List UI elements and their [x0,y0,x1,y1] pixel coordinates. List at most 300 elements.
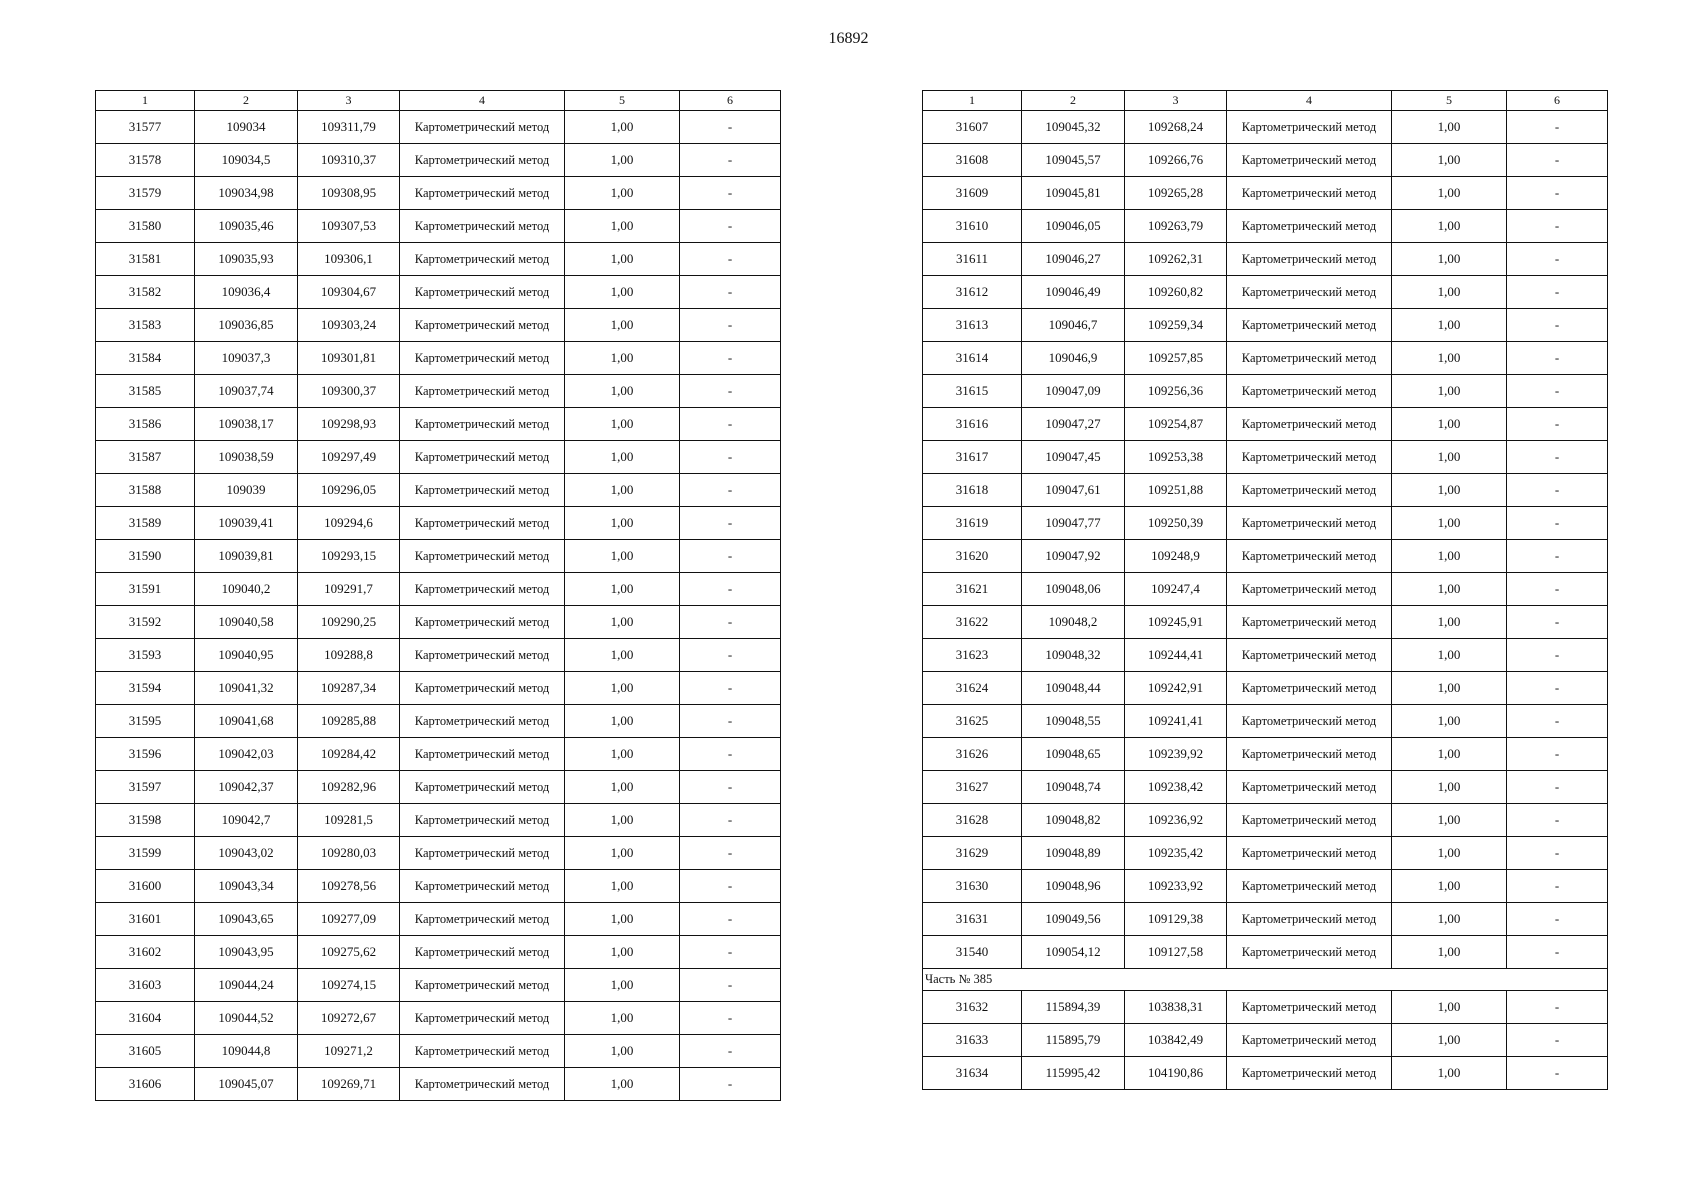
table-row [923,1024,1608,1057]
note-cell: - [680,375,781,408]
note-cell: - [680,969,781,1002]
method-cell: Картометрический метод [1227,243,1392,276]
method-cell: Картометрический метод [400,408,565,441]
method-cell: Картометрический метод [1227,804,1392,837]
method-cell: Картометрический метод [400,837,565,870]
accuracy-cell: 1,00 [565,177,680,210]
y-coordinate-cell: 109250,39 [1125,507,1227,540]
point-number-cell: 31634 [923,1057,1022,1090]
y-coordinate-cell: 109245,91 [1125,606,1227,639]
note-cell: - [680,309,781,342]
accuracy-cell: 1,00 [565,969,680,1002]
x-coordinate-cell: 109039,81 [195,540,298,573]
accuracy-cell: 1,00 [1392,408,1507,441]
note-cell: - [680,837,781,870]
table-row [96,243,781,276]
note-cell: - [1507,672,1608,705]
accuracy-cell: 1,00 [1392,991,1507,1024]
y-coordinate-cell: 109253,38 [1125,441,1227,474]
accuracy-cell: 1,00 [1392,804,1507,837]
x-coordinate-cell: 109045,81 [1022,177,1125,210]
y-coordinate-cell: 109235,42 [1125,837,1227,870]
note-cell: - [1507,573,1608,606]
table-row [923,342,1608,375]
x-coordinate-cell: 109040,2 [195,573,298,606]
point-number-cell: 31587 [96,441,195,474]
accuracy-cell: 1,00 [565,408,680,441]
column-header: 3 [1125,91,1227,111]
x-coordinate-cell: 109048,96 [1022,870,1125,903]
point-number-cell: 31591 [96,573,195,606]
accuracy-cell: 1,00 [1392,573,1507,606]
x-coordinate-cell: 109041,32 [195,672,298,705]
table-row [923,408,1608,441]
note-cell: - [1507,177,1608,210]
accuracy-cell: 1,00 [565,507,680,540]
point-number-cell: 31592 [96,606,195,639]
note-cell: - [1507,804,1608,837]
x-coordinate-cell: 109038,17 [195,408,298,441]
x-coordinate-cell: 109038,59 [195,441,298,474]
table-row [923,243,1608,276]
note-cell: - [680,342,781,375]
section-row [923,969,1608,991]
point-number-cell: 31611 [923,243,1022,276]
method-cell: Картометрический метод [1227,573,1392,606]
column-header: 6 [1507,91,1608,111]
accuracy-cell: 1,00 [1392,606,1507,639]
y-coordinate-cell: 109241,41 [1125,705,1227,738]
table-row [923,111,1608,144]
y-coordinate-cell: 109291,7 [298,573,400,606]
note-cell: - [1507,441,1608,474]
note-cell: - [680,738,781,771]
table-row [923,639,1608,672]
note-cell: - [680,243,781,276]
accuracy-cell: 1,00 [1392,771,1507,804]
method-cell: Картометрический метод [1227,606,1392,639]
table-row [923,375,1608,408]
method-cell: Картометрический метод [1227,474,1392,507]
note-cell: - [680,210,781,243]
method-cell: Картометрический метод [400,1002,565,1035]
x-coordinate-cell: 109047,61 [1022,474,1125,507]
method-cell: Картометрический метод [400,243,565,276]
point-number-cell: 31583 [96,309,195,342]
method-cell: Картометрический метод [1227,540,1392,573]
coordinates-table-left [95,90,781,1101]
method-cell: Картометрический метод [1227,936,1392,969]
y-coordinate-cell: 109278,56 [298,870,400,903]
note-cell: - [680,540,781,573]
x-coordinate-cell: 109037,3 [195,342,298,375]
point-number-cell: 31602 [96,936,195,969]
method-cell: Картометрический метод [1227,408,1392,441]
note-cell: - [680,936,781,969]
x-coordinate-cell: 109047,09 [1022,375,1125,408]
x-coordinate-cell: 109048,06 [1022,573,1125,606]
method-cell: Картометрический метод [400,771,565,804]
page-number: 16892 [828,30,869,47]
note-cell: - [1507,991,1608,1024]
method-cell: Картометрический метод [1227,375,1392,408]
point-number-cell: 31598 [96,804,195,837]
accuracy-cell: 1,00 [565,111,680,144]
point-number-cell: 31613 [923,309,1022,342]
method-cell: Картометрический метод [400,375,565,408]
table-row [96,210,781,243]
y-coordinate-cell: 109236,92 [1125,804,1227,837]
table-row [923,573,1608,606]
accuracy-cell: 1,00 [565,672,680,705]
x-coordinate-cell: 109054,12 [1022,936,1125,969]
table-row [923,936,1608,969]
table-row [96,1035,781,1068]
y-coordinate-cell: 109284,42 [298,738,400,771]
y-coordinate-cell: 109263,79 [1125,210,1227,243]
table-row [96,1068,781,1101]
y-coordinate-cell: 109282,96 [298,771,400,804]
method-cell: Картометрический метод [1227,309,1392,342]
x-coordinate-cell: 109044,52 [195,1002,298,1035]
y-coordinate-cell: 109248,9 [1125,540,1227,573]
note-cell: - [680,474,781,507]
accuracy-cell: 1,00 [565,1035,680,1068]
x-coordinate-cell: 109040,58 [195,606,298,639]
method-cell: Картометрический метод [1227,111,1392,144]
table-row [923,903,1608,936]
method-cell: Картометрический метод [400,639,565,672]
table-row [96,1002,781,1035]
method-cell: Картометрический метод [400,870,565,903]
table-row [96,540,781,573]
method-cell: Картометрический метод [400,804,565,837]
table-row [923,441,1608,474]
method-cell: Картометрический метод [400,903,565,936]
accuracy-cell: 1,00 [565,144,680,177]
x-coordinate-cell: 109047,27 [1022,408,1125,441]
table-row [96,342,781,375]
x-coordinate-cell: 109047,92 [1022,540,1125,573]
table-row [96,903,781,936]
coordinates-table-right [922,90,1608,1090]
note-cell: - [680,573,781,606]
point-number-cell: 31597 [96,771,195,804]
x-coordinate-cell: 109048,2 [1022,606,1125,639]
point-number-cell: 31606 [96,1068,195,1101]
method-cell: Картометрический метод [1227,342,1392,375]
note-cell: - [1507,771,1608,804]
note-cell: - [1507,705,1608,738]
method-cell: Картометрический метод [400,309,565,342]
note-cell: - [1507,243,1608,276]
y-coordinate-cell: 109259,34 [1125,309,1227,342]
point-number-cell: 31618 [923,474,1022,507]
point-number-cell: 31625 [923,705,1022,738]
x-coordinate-cell: 115895,79 [1022,1024,1125,1057]
accuracy-cell: 1,00 [565,474,680,507]
method-cell: Картометрический метод [1227,639,1392,672]
y-coordinate-cell: 109268,24 [1125,111,1227,144]
x-coordinate-cell: 109039,41 [195,507,298,540]
method-cell: Картометрический метод [1227,738,1392,771]
y-coordinate-cell: 109233,92 [1125,870,1227,903]
accuracy-cell: 1,00 [565,1002,680,1035]
y-coordinate-cell: 109256,36 [1125,375,1227,408]
accuracy-cell: 1,00 [565,441,680,474]
table-row [96,507,781,540]
column-header: 2 [195,91,298,111]
table-row [96,672,781,705]
note-cell: - [680,177,781,210]
table-row [923,837,1608,870]
point-number-cell: 31624 [923,672,1022,705]
point-number-cell: 31612 [923,276,1022,309]
table-row [96,375,781,408]
table-row [96,804,781,837]
table-row [96,606,781,639]
x-coordinate-cell: 109045,07 [195,1068,298,1101]
method-cell: Картометрический метод [400,210,565,243]
table-header-row [923,91,1608,111]
point-number-cell: 31630 [923,870,1022,903]
note-cell: - [1507,210,1608,243]
table-row [923,144,1608,177]
accuracy-cell: 1,00 [1392,903,1507,936]
point-number-cell: 31586 [96,408,195,441]
method-cell: Картометрический метод [1227,870,1392,903]
note-cell: - [1507,375,1608,408]
note-cell: - [1507,309,1608,342]
note-cell: - [680,276,781,309]
note-cell: - [680,771,781,804]
y-coordinate-cell: 109298,93 [298,408,400,441]
y-coordinate-cell: 109288,8 [298,639,400,672]
x-coordinate-cell: 109044,24 [195,969,298,1002]
table-row [96,573,781,606]
y-coordinate-cell: 109242,91 [1125,672,1227,705]
point-number-cell: 31595 [96,705,195,738]
point-number-cell: 31614 [923,342,1022,375]
accuracy-cell: 1,00 [565,804,680,837]
table-row [96,639,781,672]
method-cell: Картометрический метод [400,573,565,606]
column-header: 4 [1227,91,1392,111]
method-cell: Картометрический метод [400,705,565,738]
note-cell: - [680,870,781,903]
point-number-cell: 31620 [923,540,1022,573]
x-coordinate-cell: 109042,7 [195,804,298,837]
point-number-cell: 31623 [923,639,1022,672]
y-coordinate-cell: 109239,92 [1125,738,1227,771]
point-number-cell: 31619 [923,507,1022,540]
note-cell: - [1507,342,1608,375]
method-cell: Картометрический метод [400,540,565,573]
note-cell: - [1507,507,1608,540]
table-row [96,408,781,441]
note-cell: - [680,639,781,672]
note-cell: - [680,408,781,441]
method-cell: Картометрический метод [1227,903,1392,936]
method-cell: Картометрический метод [400,1035,565,1068]
x-coordinate-cell: 109045,32 [1022,111,1125,144]
point-number-cell: 31615 [923,375,1022,408]
point-number-cell: 31608 [923,144,1022,177]
table-row [923,309,1608,342]
x-coordinate-cell: 109047,77 [1022,507,1125,540]
accuracy-cell: 1,00 [1392,738,1507,771]
method-cell: Картометрический метод [400,936,565,969]
x-coordinate-cell: 109043,65 [195,903,298,936]
y-coordinate-cell: 109247,4 [1125,573,1227,606]
y-coordinate-cell: 109271,2 [298,1035,400,1068]
point-number-cell: 31596 [96,738,195,771]
point-number-cell: 31622 [923,606,1022,639]
accuracy-cell: 1,00 [1392,540,1507,573]
y-coordinate-cell: 109308,95 [298,177,400,210]
method-cell: Картометрический метод [1227,177,1392,210]
accuracy-cell: 1,00 [565,243,680,276]
method-cell: Картометрический метод [400,342,565,375]
method-cell: Картометрический метод [1227,276,1392,309]
table-row [923,210,1608,243]
method-cell: Картометрический метод [1227,837,1392,870]
x-coordinate-cell: 109034,5 [195,144,298,177]
table-row [96,474,781,507]
accuracy-cell: 1,00 [565,870,680,903]
x-coordinate-cell: 109035,93 [195,243,298,276]
y-coordinate-cell: 109129,38 [1125,903,1227,936]
accuracy-cell: 1,00 [1392,441,1507,474]
table-row [923,276,1608,309]
table-row [923,606,1608,639]
x-coordinate-cell: 109047,45 [1022,441,1125,474]
x-coordinate-cell: 109048,44 [1022,672,1125,705]
method-cell: Картометрический метод [400,507,565,540]
accuracy-cell: 1,00 [1392,1057,1507,1090]
y-coordinate-cell: 103838,31 [1125,991,1227,1024]
y-coordinate-cell: 109297,49 [298,441,400,474]
method-cell: Картометрический метод [1227,144,1392,177]
point-number-cell: 31627 [923,771,1022,804]
x-coordinate-cell: 109048,89 [1022,837,1125,870]
table-row [923,177,1608,210]
note-cell: - [1507,1024,1608,1057]
y-coordinate-cell: 109274,15 [298,969,400,1002]
column-header: 1 [923,91,1022,111]
point-number-cell: 31632 [923,991,1022,1024]
accuracy-cell: 1,00 [1392,837,1507,870]
accuracy-cell: 1,00 [1392,474,1507,507]
y-coordinate-cell: 109277,09 [298,903,400,936]
note-cell: - [680,507,781,540]
x-coordinate-cell: 109036,85 [195,309,298,342]
method-cell: Картометрический метод [1227,441,1392,474]
method-cell: Картометрический метод [400,276,565,309]
column-header: 2 [1022,91,1125,111]
table-row [96,738,781,771]
method-cell: Картометрический метод [1227,210,1392,243]
y-coordinate-cell: 109269,71 [298,1068,400,1101]
accuracy-cell: 1,00 [1392,342,1507,375]
x-coordinate-cell: 109034 [195,111,298,144]
y-coordinate-cell: 109272,67 [298,1002,400,1035]
method-cell: Картометрический метод [1227,1057,1392,1090]
note-cell: - [1507,903,1608,936]
accuracy-cell: 1,00 [1392,375,1507,408]
point-number-cell: 31588 [96,474,195,507]
x-coordinate-cell: 109037,74 [195,375,298,408]
note-cell: - [1507,474,1608,507]
y-coordinate-cell: 109281,5 [298,804,400,837]
y-coordinate-cell: 109310,37 [298,144,400,177]
y-coordinate-cell: 109307,53 [298,210,400,243]
x-coordinate-cell: 109049,56 [1022,903,1125,936]
table-row [96,936,781,969]
table-row [923,507,1608,540]
point-number-cell: 31631 [923,903,1022,936]
table-header-row [96,91,781,111]
note-cell: - [1507,606,1608,639]
method-cell: Картометрический метод [1227,705,1392,738]
point-number-cell: 31604 [96,1002,195,1035]
accuracy-cell: 1,00 [565,1068,680,1101]
method-cell: Картометрический метод [400,144,565,177]
point-number-cell: 31603 [96,969,195,1002]
method-cell: Картометрический метод [400,474,565,507]
note-cell: - [1507,936,1608,969]
y-coordinate-cell: 109257,85 [1125,342,1227,375]
note-cell: - [680,1002,781,1035]
point-number-cell: 31579 [96,177,195,210]
accuracy-cell: 1,00 [1392,111,1507,144]
method-cell: Картометрический метод [400,177,565,210]
table-row [96,177,781,210]
accuracy-cell: 1,00 [565,903,680,936]
accuracy-cell: 1,00 [1392,705,1507,738]
accuracy-cell: 1,00 [565,771,680,804]
y-coordinate-cell: 109280,03 [298,837,400,870]
x-coordinate-cell: 115995,42 [1022,1057,1125,1090]
method-cell: Картометрический метод [400,111,565,144]
column-header: 4 [400,91,565,111]
method-cell: Картометрический метод [400,606,565,639]
table-row [923,1057,1608,1090]
note-cell: - [680,606,781,639]
y-coordinate-cell: 109301,81 [298,342,400,375]
y-coordinate-cell: 109251,88 [1125,474,1227,507]
note-cell: - [1507,639,1608,672]
section-title: Часть № 385 [923,969,1608,991]
table-row [96,441,781,474]
y-coordinate-cell: 103842,49 [1125,1024,1227,1057]
y-coordinate-cell: 109287,34 [298,672,400,705]
y-coordinate-cell: 109304,67 [298,276,400,309]
table-row [923,991,1608,1024]
table-row [96,309,781,342]
point-number-cell: 31605 [96,1035,195,1068]
accuracy-cell: 1,00 [565,210,680,243]
point-number-cell: 31580 [96,210,195,243]
accuracy-cell: 1,00 [1392,243,1507,276]
y-coordinate-cell: 109285,88 [298,705,400,738]
method-cell: Картометрический метод [400,1068,565,1101]
accuracy-cell: 1,00 [565,606,680,639]
note-cell: - [680,705,781,738]
point-number-cell: 31582 [96,276,195,309]
note-cell: - [680,903,781,936]
table-row [96,705,781,738]
